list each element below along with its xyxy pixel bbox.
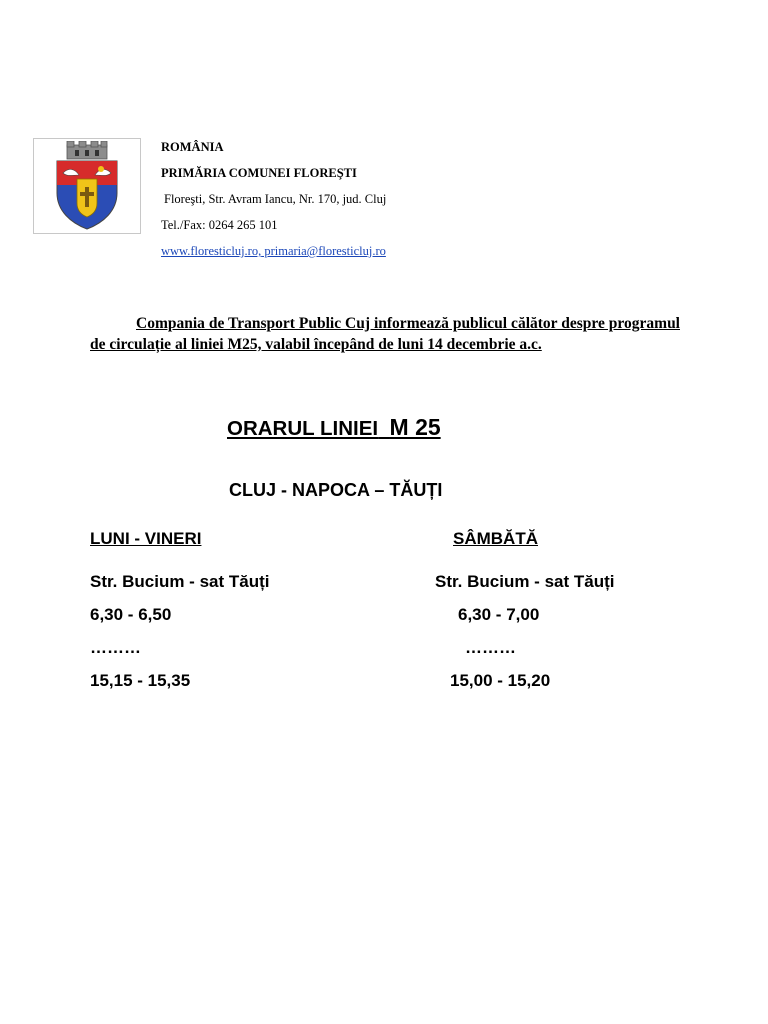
website-link[interactable]: www.floresticluj.ro,: [161, 244, 262, 258]
coat-of-arms-icon: [51, 141, 123, 231]
email-link[interactable]: primaria@floresticluj.ro: [261, 244, 386, 258]
coat-of-arms-frame: [33, 138, 141, 234]
contact-links: [161, 238, 386, 264]
title-prefix: ORARUL LINIEI: [227, 417, 379, 440]
saturday-first-departure: 6,30 - 7,00: [458, 605, 540, 624]
weekdays-route: Str. Bucium - sat Tăuți: [90, 572, 270, 591]
saturday-route: Str. Bucium - sat Tăuți: [435, 572, 615, 591]
weekdays-heading: LUNI - VINERI: [90, 529, 202, 548]
schedule-title: [227, 414, 441, 441]
institution-address: Floreşti, Str. Avram Iancu, Nr. 170, jud. Cluj: [164, 192, 387, 206]
institution-header: [161, 134, 386, 264]
saturday-last-departure: 15,00 - 15,20: [450, 671, 551, 690]
route-name: CLUJ - NAPOCA – TĂUȚI: [229, 480, 443, 500]
phone-fax: Tel./Fax: 0264 265 101: [161, 218, 278, 232]
line-number: M 25: [389, 414, 441, 440]
weekdays-first-departure: 6,30 - 6,50: [90, 605, 172, 624]
weekdays-ellipsis: ………: [90, 638, 141, 657]
saturday-heading: SÂMBĂTĂ: [453, 529, 538, 548]
institution-name: PRIMĂRIA COMUNEI FLOREŞTI: [161, 166, 357, 180]
saturday-ellipsis: ………: [465, 638, 516, 657]
country-name: ROMÂNIA: [161, 140, 224, 154]
weekdays-last-departure: 15,15 - 15,35: [90, 671, 191, 690]
notice-paragraph: Compania de Transport Public Cuj informează publicul călător despre programul de circulație al liniei M25, valabil începând de luni 14 decembrie a.c.: [90, 315, 680, 353]
